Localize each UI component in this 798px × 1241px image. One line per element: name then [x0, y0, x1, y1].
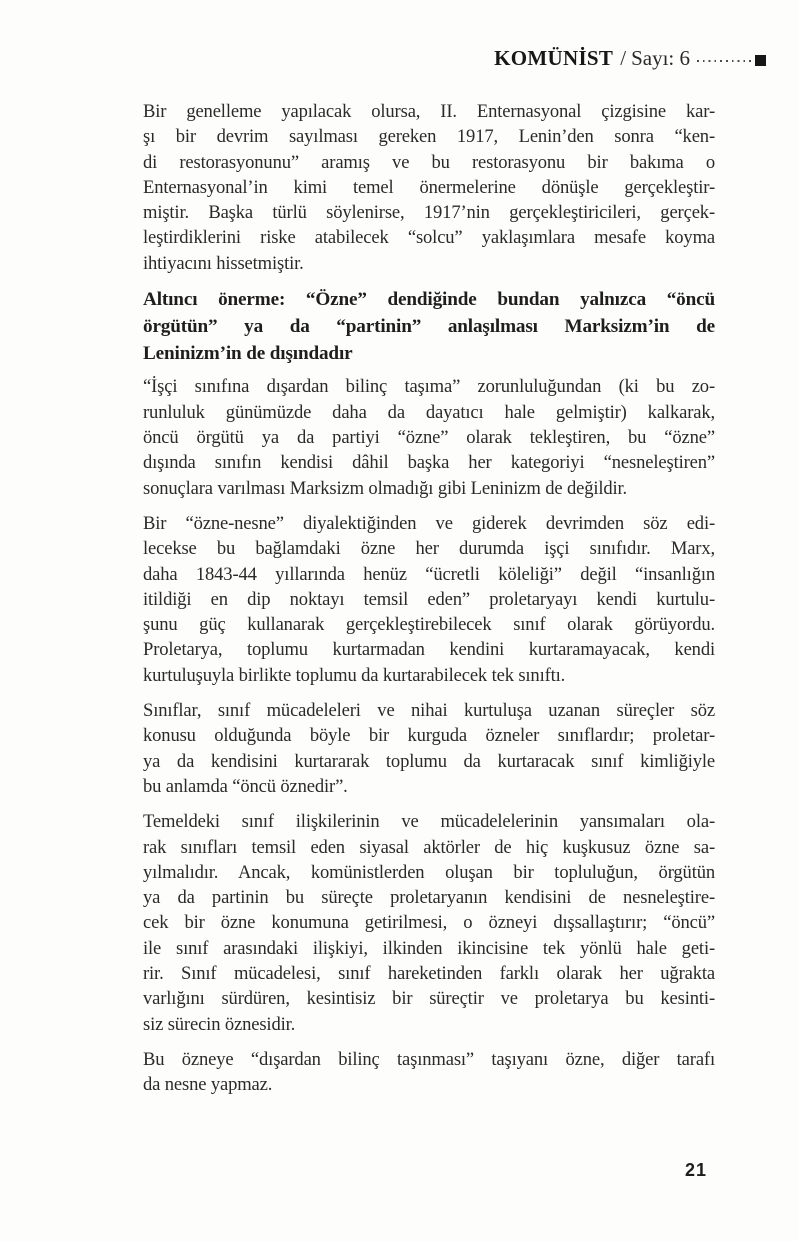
text-line: ya da kendisini kurtararak toplumu da kurtaracak sınıf kimliğiyle — [143, 750, 715, 772]
text-line: Temeldeki sınıf ilişkilerinin ve mücadelelerinin yansımaları ola- — [143, 811, 715, 833]
text-line: “İşçi sınıfına dışardan bilinç taşıma” zorunluluğundan (ki bu zo- — [143, 376, 715, 398]
dotted-leader — [697, 60, 751, 62]
text-line: daha 1843-44 yıllarında henüz “ücretli köleliği” değil “insanlığın — [143, 563, 715, 585]
text-line: ya da partinin bu süreçte proletaryanın kendisini de nesneleştire- — [143, 887, 715, 909]
paragraph — [143, 99, 715, 276]
text-line: Sınıflar, sınıf mücadeleleri ve nihai kurtuluşa uzanan süreçler söz — [143, 700, 715, 722]
text-line: Altıncı önerme: “Özne” dendiğinde bundan yalnızca “öncü — [143, 289, 715, 311]
text-line: bu anlamda “öncü öznedir”. — [143, 775, 348, 797]
text-line: Bir genelleme yapılacak olursa, II. Enternasyonal çizgisine kar- — [143, 101, 715, 122]
text-line: kurtuluşuyla birlikte toplumu da kurtarabilecek tek sınıftı. — [143, 664, 566, 686]
text-line: Bir “özne-nesne” diyalektiğinden ve giderek devrimden söz edi- — [143, 512, 715, 534]
text-line: şunu güç kullanarak gerçekleştirebilecek sınıf olarak görüyordu. — [143, 614, 715, 636]
paragraph — [143, 1047, 715, 1098]
text-line: Proletarya, toplumu kurtarmadan kendini kurtaramayacak, kendi — [143, 639, 715, 661]
paragraph — [143, 374, 715, 500]
text-line: itildiği en dip noktayı temsil eden” proletaryayı kendi kurtulu- — [143, 588, 715, 610]
article-body — [143, 99, 715, 1107]
text-line: dışında sınıfın kendisi dâhil başka her kategoriyi “nesneleştiren” — [143, 452, 715, 474]
issue-label: Sayı: 6 — [631, 46, 690, 70]
paragraph — [143, 511, 715, 688]
text-line: rak sınıfları temsil eden siyasal aktörler de hiç kuşkusuz özne sa- — [143, 836, 715, 858]
header-square-marker — [755, 55, 766, 66]
text-line: di restorasyonunu” aramış ve bu restorasyonu bir bakıma o — [143, 151, 715, 173]
text-line: Leninizm’in de dışındadır — [143, 342, 353, 364]
text-line: leştirdiklerini riske atabilecek “solcu” yaklaşımlara mesafe koyma — [143, 227, 715, 249]
text-line: miştir. Başka türlü söylenirse, 1917’nin gerçekleştiricileri, gerçek- — [143, 202, 715, 224]
text-line: siz sürecin öznesidir. — [143, 1013, 296, 1035]
text-line: ihtiyacını hissetmiştir. — [143, 252, 304, 274]
text-line: yılmalıdır. Ancak, komünistlerden oluşan bir topluluğun, örgütün — [143, 861, 715, 883]
header-separator: / — [620, 46, 627, 70]
text-line: öncü örgütü ya da partiyi “özne” olarak tekleştiren, bu “özne” — [143, 427, 715, 449]
text-line: da nesne yapmaz. — [143, 1074, 273, 1096]
page-header — [494, 46, 766, 71]
text-line: cek bir özne konumuna getirilmesi, o özneyi dışsallaştırır; “öncü” — [143, 912, 715, 934]
text-line: rir. Sınıf mücadelesi, sınıf hareketinden farklı olarak her uğrakta — [143, 963, 715, 984]
text-line: lecekse bu bağlamdaki özne her durumda işçi sınıfıdır. Marx, — [143, 538, 715, 560]
text-line: varlığını sürdüren, kesintisiz bir süreçtir ve proletarya bu kesinti- — [143, 988, 715, 1010]
text-line: ile sınıf arasındaki ilişkiyi, ilkinden ikincisine tek yönlü hale geti- — [143, 937, 715, 959]
text-line: konusu olduğunda böyle bir kurguda özneler sınıflardır; proletar- — [143, 725, 715, 747]
text-line: Enternasyonal’in kimi temel önermelerine dönüşle gerçekleştir- — [143, 176, 715, 198]
text-line: örgütün” ya da “partinin” anlaşılması Marksizm’in de — [143, 315, 715, 337]
paragraph — [143, 698, 715, 799]
text-line: sonuçlara varılması Marksizm olmadığı gibi Leninizm de değildir. — [143, 477, 628, 499]
journal-title: KOMÜNİST — [494, 46, 614, 70]
paragraph — [143, 809, 715, 1037]
section-heading — [143, 287, 715, 367]
page-number: 21 — [684, 1160, 707, 1180]
text-line: şı bir devrim sayılması gereken 1917, Lenin’den sonra “ken- — [143, 126, 715, 148]
text-line: runluluk günümüzde daha da dayatıcı hale gelmiştir) kalkarak, — [143, 401, 715, 423]
text-line: Bu özneye “dışardan bilinç taşınması” taşıyanı özne, diğer tarafı — [143, 1048, 715, 1070]
